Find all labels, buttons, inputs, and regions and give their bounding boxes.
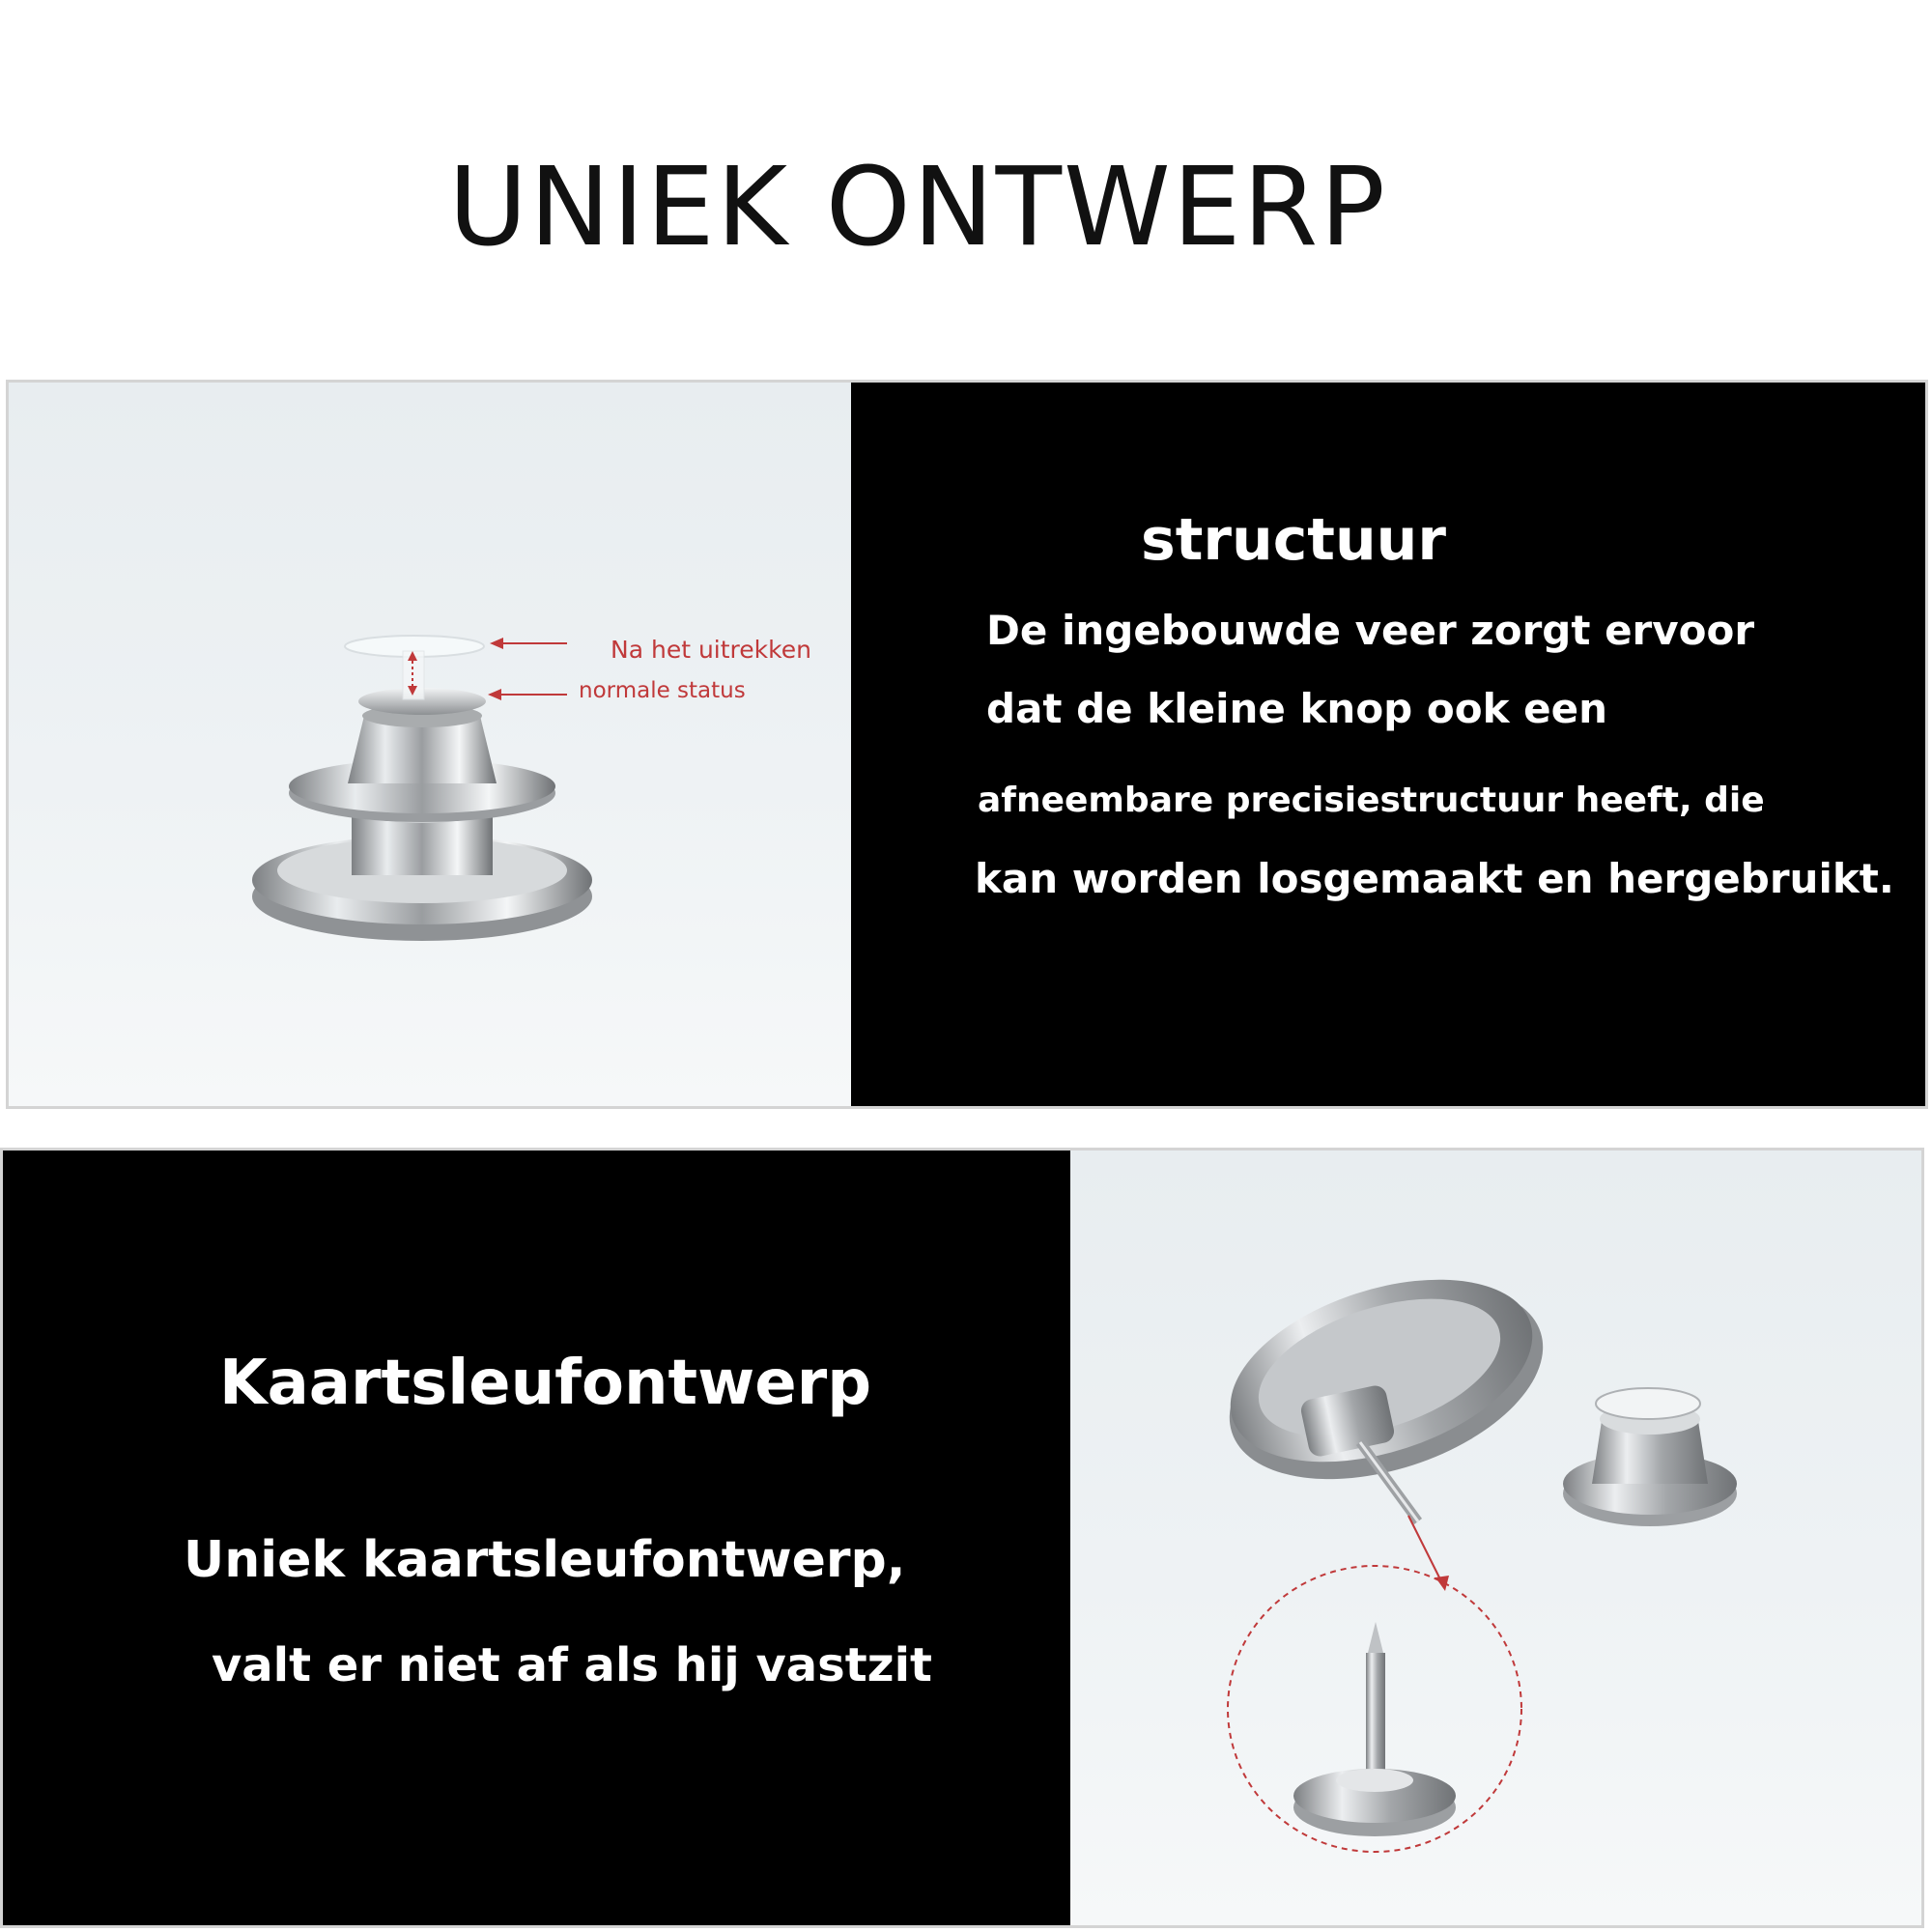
page-title: UNIEK ONTWERP — [448, 145, 1387, 270]
pin-detail-icon — [1070, 1151, 1924, 1928]
card-slot-photo — [1070, 1151, 1921, 1925]
card-slot-heading: Kaartsleufontwerp — [219, 1348, 871, 1419]
structure-line-1: De ingebouwde veer zorgt ervoor — [986, 607, 1755, 654]
metal-button-assembly-icon — [9, 383, 851, 1109]
structure-line-4: kan worden losgemaakt en hergebruikt. — [975, 855, 1894, 902]
normal-annotation: normale status — [579, 678, 746, 703]
stretched-annotation: Na het uitrekken — [611, 636, 811, 664]
structure-line-3: afneembare precisiestructuur heeft, die — [978, 781, 1765, 820]
card-slot-line-2: valt er niet af als hij vastzit — [212, 1638, 932, 1692]
structure-photo — [9, 383, 851, 1106]
structure-line-2: dat de kleine knop ook een — [986, 685, 1608, 732]
card-slot-panel — [0, 1148, 1924, 1928]
structure-panel — [6, 380, 1928, 1109]
structure-text-block — [851, 383, 1925, 1106]
card-slot-line-1: Uniek kaartsleufontwerp, — [184, 1531, 906, 1589]
structure-heading: structuur — [1141, 506, 1446, 574]
card-slot-text-block — [3, 1151, 1070, 1925]
